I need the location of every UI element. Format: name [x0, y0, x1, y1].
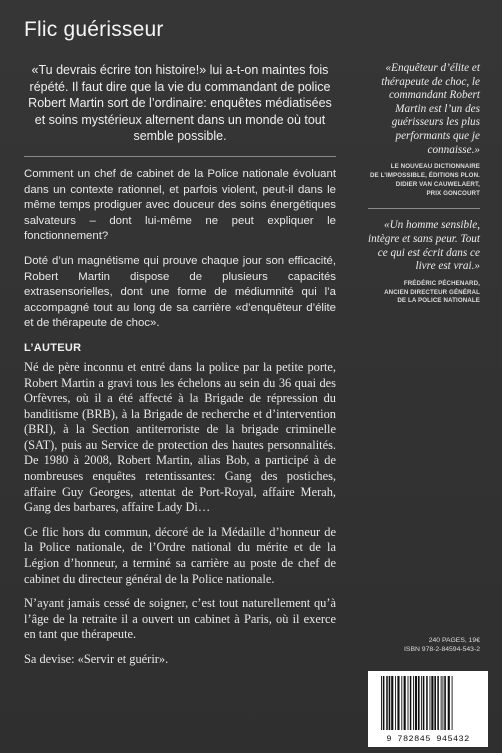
quote-1: «Enquêteur d’élite et thérapeute de choc, le commandant Robert Martin est l’un des guérisseurs les plus performants que je connaisse.» [381, 62, 480, 156]
barcode-bar [434, 676, 436, 730]
quote-1-source-line: LE NOUVEAU DICTIONNAIRE [390, 163, 480, 171]
quote-2-source-line: FRÉDÉRIC PÉCHENARD, [403, 279, 480, 287]
quote-1-source-line: PRIX GONCOURT [426, 189, 480, 197]
barcode-bar [383, 676, 385, 730]
barcode-bar [441, 676, 442, 730]
quotes-divider [368, 208, 480, 209]
quote-2-source-line: DE LA POLICE NATIONALE [397, 297, 480, 305]
barcode-bars [380, 676, 476, 730]
author-motto: Sa devise: «Servir et guérir». [24, 652, 169, 666]
barcode-bar [452, 676, 453, 730]
quote-2-source [368, 280, 480, 306]
divider [24, 156, 336, 157]
quote-1-source-line: DIDIER VAN CAUWELAERT, [395, 180, 480, 188]
barcode-bar [430, 676, 431, 730]
barcode-bar [442, 676, 443, 730]
isbn: ISBN 978-2-84594-543-2 [404, 646, 480, 654]
barcode-number: 9 782845 945432 [386, 734, 470, 744]
body-paragraph-2: Doté d’un magnétisme qui prouve chaque jour son efficacité, Robert Martin dispose de plusieurs capacités extrasensorielles, dont une forme de médiumnité qui l’a accompagné tout au long de sa carrière «d’enquêteur d’élite et de thérapeute de choc». [24, 254, 336, 330]
barcode-bar [389, 676, 391, 730]
barcode-bar [448, 676, 450, 730]
barcode-bar [444, 676, 446, 730]
barcode-bar [404, 676, 406, 730]
main-column [24, 62, 336, 677]
barcode-bar [381, 676, 382, 730]
quote-2: «Un homme sensible, intègre et sans peur. Tout ce qui est écrit dans ce livre est vrai.» [368, 219, 480, 273]
barcode [368, 671, 488, 747]
author-heading: L’AUTEUR [24, 341, 82, 354]
barcode-bar [408, 676, 409, 730]
barcode-bar [395, 676, 396, 730]
barcode-bar [421, 676, 422, 730]
author-paragraph-2: Ce flic hors du commun, décoré de la Médaille d’honneur de la Police nationale, de l’Ordre national du mérite et de la Légion d’honneur, a terminé sa carrière au poste de chef de cabinet du directeur général de la Police nationale. [24, 524, 336, 586]
barcode-bar [386, 676, 388, 730]
book-meta [350, 636, 480, 654]
quote-2-source-line: ANCIEN DIRECTEUR GÉNÉRAL [384, 288, 480, 296]
barcode-bar [413, 676, 414, 730]
barcode-bar [415, 676, 417, 730]
barcode-bar [397, 676, 399, 730]
author-paragraph-1: Né de père inconnu et entré dans la police par la petite porte, Robert Martin a gravi tous les échelons au sein du 36 quai des Orfèvres, où il a été affecté à la Brigade de répression du banditisme (BRB), à la Brigade de recherche et d’intervention (BRI), à la Section antiterroriste de la brigade criminelle (SAT), puis au Service de protection des hautes personnalités. De 1980 à 2008, Robert Martin, alias Bob, a participé à de nombreuses enquêtes retentissantes: Gang des postiches, affaire Guy Georges, attentat de Port-Royal, affaire Merah, Gang des barbares, affaire Lady Di… [24, 359, 336, 515]
intro-blurb: «Tu devrais écrire ton histoire!» lui a-t-on maintes fois répété. Il faut dire que la vie du commandant de police Robert Martin sort de l’ordinaire: enquêtes médiatisées et soins mystérieux alternent dans un monde où tout semble possible. [28, 63, 332, 144]
barcode-bar [418, 676, 420, 730]
barcode-bar [423, 676, 425, 730]
quote-1-source [368, 163, 480, 198]
barcode-bar [431, 676, 433, 730]
quotes-column [368, 62, 480, 308]
barcode-bar [391, 676, 393, 730]
author-paragraph-3: N’ayant jamais cessé de soigner, c’est tout naturellement qu’à l’âge de la retraite il a ouvert un cabinet à Paris, où il exerce en tant que thérapeute. [24, 596, 336, 642]
pages-price: 240 PAGES, 19€ [428, 637, 480, 644]
quote-1-source-line: DE L’IMPOSSIBLE, ÉDITIONS PLON. [369, 171, 480, 179]
barcode-bar [437, 676, 439, 730]
barcode-bar [401, 676, 402, 730]
body-paragraph-1: Comment un chef de cabinet de la Police nationale évoluant dans un contexte rationnel, et parfois violent, peut-il dans le même temps prodiguer avec douceur des soins énergétiques salvateurs – dont lui-même ne peut expliquer le fonctionnement? [24, 167, 336, 243]
barcode-bar [410, 676, 412, 730]
book-title: Flic guérisseur [24, 18, 164, 41]
barcode-bar [426, 676, 428, 730]
